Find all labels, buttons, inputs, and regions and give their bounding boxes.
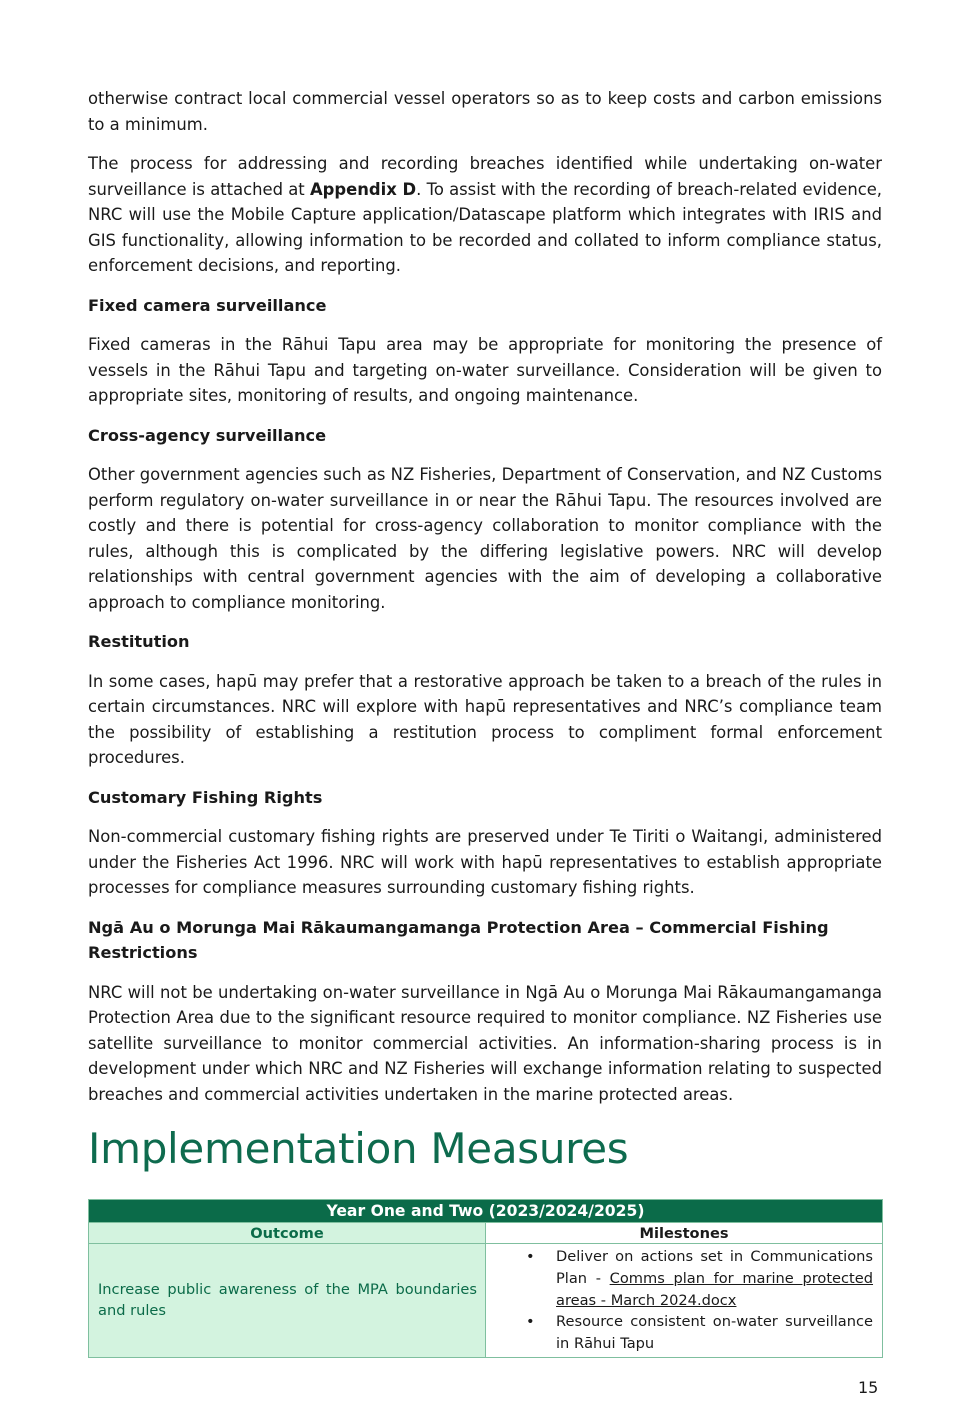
breach-process-text-1: The process for addressing and recording breaches identified while undertaking on-water surveillance is attached at	[88, 154, 882, 199]
heading-cross-agency: Cross-agency surveillance	[88, 425, 327, 445]
bullet-icon: •	[526, 1313, 535, 1331]
outcome-cell: Increase public awareness of the MPA boundaries and rules	[89, 1244, 486, 1358]
paragraph-nga-au-protection-area: NRC will not be undertaking on-water surveillance in Ngā Au o Morunga Mai Rākaumangamanga Protection Area due to the significant resource required to monitor compliance. NZ Fisheries use satellite surveillance to monitor commercial activities. An information-sharing process is in development under which NRC and NZ Fisheries will exchange information relating to suspected breaches and commercial activities undertaken in the marine protected areas.	[88, 982, 882, 1104]
milestones-cell	[486, 1244, 883, 1358]
section-title: Implementation Measures	[88, 1124, 629, 1173]
heading-customary-fishing: Customary Fishing Rights	[88, 787, 323, 807]
milestone-text: Deliver on actions set in Communications Plan -	[556, 1248, 873, 1287]
bullet-icon: •	[526, 1248, 535, 1265]
heading-fixed-camera: Fixed camera surveillance	[88, 295, 327, 315]
list-item	[490, 1311, 873, 1355]
page-number: 15	[858, 1378, 879, 1397]
column-header-outcome: Outcome	[89, 1223, 486, 1244]
comms-plan-link[interactable]: Comms plan for marine protected areas - March 2024.docx	[556, 1269, 874, 1309]
milestone-text: Resource consistent on-water surveillance in Rāhui Tapu	[556, 1313, 873, 1353]
heading-restitution: Restitution	[88, 632, 190, 651]
paragraph-cross-agency: Other government agencies such as NZ Fisheries, Department of Conservation, and NZ Customs perform regulatory on-water surveillance in or near the Rāhui Tapu. The resources involved are costly and there is potential for cross-agency collaboration to monitor compliance with the rules, although this is complicated by the differing legislative powers. NRC will develop relationships with central government agencies with the aim of developing a collaborative approach to compliance monitoring.	[88, 465, 882, 612]
appendix-d-reference: Appendix D	[309, 179, 417, 199]
paragraph-vessel-operators: otherwise contract local commercial vessel operators so as to keep costs and carbon emissions to a minimum.	[88, 89, 882, 134]
paragraph-fixed-camera: Fixed cameras in the Rāhui Tapu area may be appropriate for monitoring the presence of vessels in the Rāhui Tapu and targeting on-water surveillance. Consideration will be given to appropriate sites, monitoring of results, and ongoing maintenance.	[88, 335, 882, 405]
implementation-table	[88, 1199, 883, 1358]
column-header-milestones: Milestones	[486, 1223, 883, 1244]
year-header: Year One and Two (2023/2024/2025)	[89, 1200, 883, 1223]
paragraph-customary-fishing: Non-commercial customary fishing rights are preserved under Te Tiriti o Waitangi, administered under the Fisheries Act 1996. NRC will work with hapū representatives to establish appropriate processes for compliance measures surrounding customary fishing rights.	[88, 827, 882, 897]
page-content	[88, 86, 882, 1358]
paragraph-restitution: In some cases, hapū may prefer that a restorative approach be taken to a breach of the rules in certain circumstances. NRC will explore with hapū representatives and NRC’s compliance team the possibility of establishing a restitution process to compliment formal enforcement procedures.	[88, 671, 882, 767]
table-row	[89, 1244, 883, 1358]
heading-nga-au-protection-area: Ngā Au o Morunga Mai Rākaumangamanga Protection Area – Commercial Fishing Restrictions	[88, 917, 829, 962]
paragraph-breach-process	[88, 151, 882, 279]
list-item	[490, 1246, 873, 1311]
milestones-list	[490, 1246, 873, 1355]
breach-process-text-2: . To assist with the recording of breach-related evidence, NRC will use the Mobile Capture application/Datascape platform which integrates with IRIS and GIS functionality, allowing information to be recorded and collated to inform compliance status, enforcement decisions, and reporting.	[88, 179, 883, 275]
